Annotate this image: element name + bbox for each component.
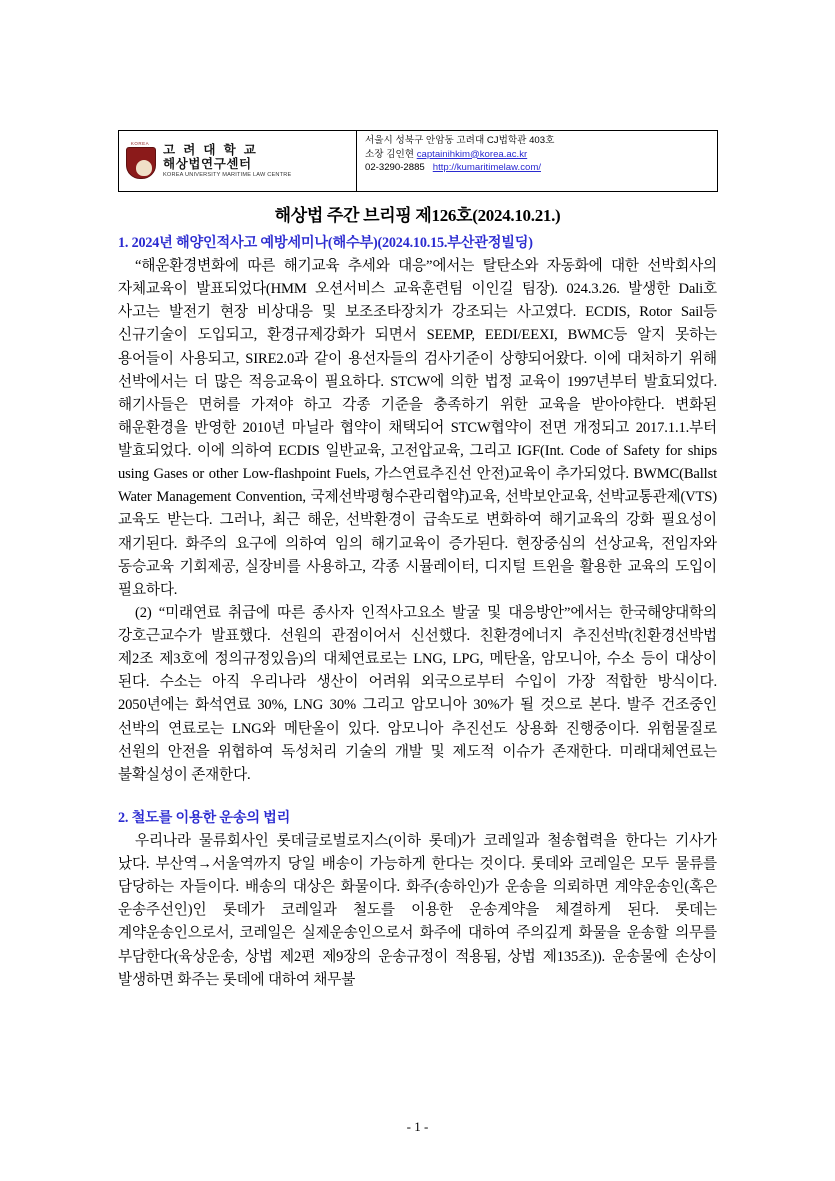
section-1-paragraph-2: (2) “미래연료 취급에 따른 종사자 인적사고요소 발굴 및 대응방안”에서는 한국해양대학의 강호근교수가 발표했다. 선원의 관점이어서 신선했다. 친환경에너지 추진선박(친환경선박법 제2조 제3호에 정의규정있음)의 대체연료로는 LNG, LPG, 메탄올, 암모니아, 수소 등이 대상이 된다. 수소는 아직 우리나라 생산이 어려워 외국으로부터 수입이 가장 적합한 방식이다. 2050년에는 화석연료 30%, LNG 30% 그리고 암모니아 30%가 될 것으로 본다. 발주 건조중인 선박의 연료로는 LNG와 메탄올이 있다. 암모니아 추진선도 상용화 진행중이다. 위험물질로 선원의 안전을 위협하여 독성처리 기술의 개발 및 제도적 이슈가 존재한다. 미래대체연료는 불확실성이 존재한다. bbox=[118, 604, 717, 783]
emblem-label: KOREA bbox=[130, 141, 150, 146]
letterhead-organization bbox=[119, 131, 357, 191]
section-1-paragraph-1: “해운환경변화에 따른 해기교육 추세와 대응”에서는 탈탄소와 자동화에 대한 선박회사의 자체교육이 발표되었다(HMM 오션서비스 교육훈련팀 이인길 팀장). 024.3.26. 발생한 Dali호 사고는 발전기 현장 비상대응 및 보조조타장치가 강조되는 사고였다. ECDIS, Rotor Sail등 신규기술이 도입되고, 환경규제강화가 되면서 SEEMP, EEDI/EEXI, BWMC등 알지 못하는 용어들이 사용되고, SIRE2.0과 같이 용선자들의 검사기준이 상향되어왔다. 이에 대처하기 위해 선박에서는 더 많은 적응교육이 필요하다. STCW에 의한 법정 교육이 1997년부터 발효되었다. 해기사들은 면허를 가져야 하고 각종 기준을 충족하기 위한 교육을 받아야한다. 변화된 해운환경을 반영한 2010년 마닐라 협약이 채택되어 STCW협약이 전면 개정되고 2017.1.1.부터 발효되었다. 이에 의하여 ECDIS 일반교육, 고전압교육, 그리고 IGF(Int. Code of Safety for ships using Gases or other Low-flashpoint Fuels, 가스연료추진선 안전)교육이 추가되었다. BWMC(Ballst Water Management Convention, 국제선박평형수관리협약)교육, 선박보안교육, 선박교통관제(VTS)교육도 받는다. 그러나, 최근 해운, 선박환경이 급속도로 변화하여 해기교육의 강화 필요성이 재기된다. 화주의 요구에 의하여 임의 해기교육이 증가된다. 현장중심의 선상교육, 전임자와 동승교육 기회제공, 실장비를 사용하고, 각종 시뮬레이터, 디지털 트윈을 활용한 교육의 도입이 필요하다. bbox=[118, 258, 717, 598]
letterhead-header bbox=[118, 130, 718, 192]
university-emblem-icon bbox=[123, 141, 157, 181]
contact-website-link[interactable]: http://kumaritimelaw.com/ bbox=[432, 162, 541, 174]
section-heading-1: 1. 2024년 해양인적사고 예방세미나(해수부)(2024.10.15.부산관정빌딩) bbox=[118, 235, 533, 251]
contact-address: 서울시 성북구 안암동 고려대 CJ법학관 403호 bbox=[365, 135, 555, 146]
section-2-paragraph-1: 우리나라 물류회사인 롯데글로벌로지스(이하 롯데)가 코레일과 철송협력을 한다는 기사가 났다. 부산역→서울역까지 당일 배송이 가능하게 한다는 것이다. 롯데와 코레일은 모두 물류를 담당하는 자들이다. 배송의 대상은 화물이다. 화주(송하인)가 운송을 의뢰하면 계약운송인(혹은 운송주선인)인 롯데가 코레일과 철도를 이용한 운송계약을 체결하게 된다. 롯데는 계약운송인으로서, 코레일은 실제운송인으로서 화주에 대하여 주의깊게 화물을 운송할 의무를 부담한다(육상운송, 상법 제2편 제9장의 운송규정이 적용됨, 상법 제135조)). 운송물에 손상이 발생하면 화주는 롯데에 대하여 채무불 bbox=[118, 832, 717, 988]
contact-director: 소장 김인현 bbox=[365, 148, 415, 160]
org-name-english: KOREA UNIVERSITY MARITIME LAW CENTRE bbox=[163, 172, 292, 179]
contact-phone: 02-3290-2885 bbox=[365, 162, 425, 174]
emblem-shield-icon bbox=[126, 147, 156, 179]
emblem-tiger-icon bbox=[136, 160, 152, 176]
org-name-line1: 고 려 대 학 교 bbox=[163, 143, 259, 158]
page-number: - 1 - bbox=[406, 1119, 429, 1134]
page-title: 해상법 주간 브리핑 제126호(2024.10.21.) bbox=[274, 206, 561, 225]
org-name-line2: 해상법연구센터 bbox=[163, 157, 252, 172]
contact-email-link[interactable]: captainihkim@korea.ac.kr bbox=[416, 148, 528, 160]
section-heading-2: 2. 철도를 이용한 운송의 법리 bbox=[118, 809, 291, 826]
letterhead-contact bbox=[357, 131, 717, 191]
